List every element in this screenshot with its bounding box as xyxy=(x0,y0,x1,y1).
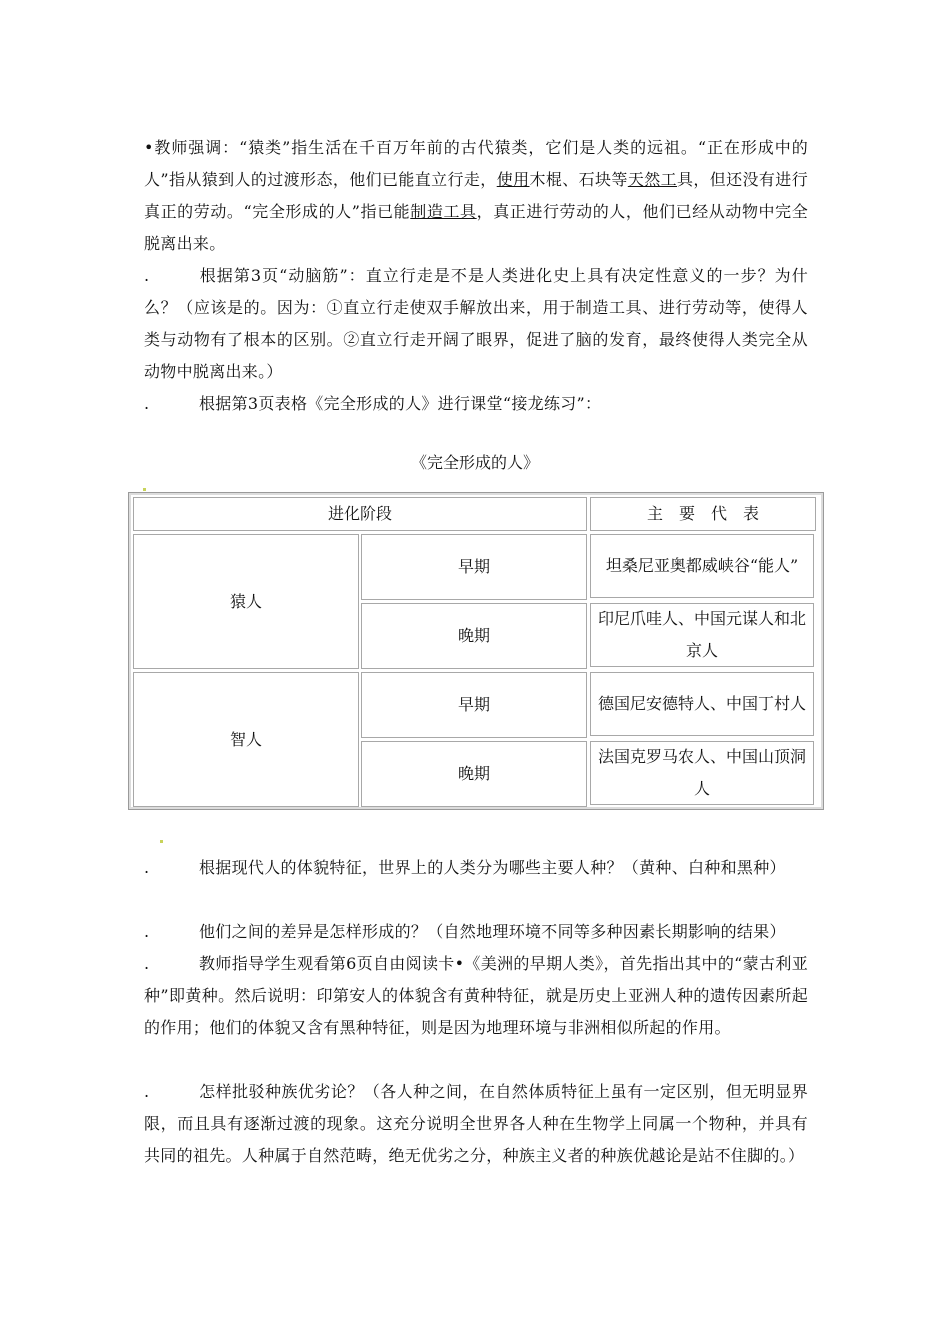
table-period-late: 晚期 xyxy=(361,603,587,669)
paragraph-differences xyxy=(144,916,808,948)
table-header-representatives: 主 要 代 表 xyxy=(590,497,816,531)
text-run: 木棍、石块等 xyxy=(529,170,628,189)
table-group-homo-sapiens: 智人 xyxy=(133,672,359,807)
formatting-marker xyxy=(160,840,163,843)
table-rep-cell: 德国尼安德特人、中国丁村人 xyxy=(590,672,814,736)
paragraph-text: 根据第3页“动脑筋”：直立行走是不是人类进化史上具有决定性意义的一步？为什么？（应该是的。因为：①直立行走使双手解放出来，用于制造工具、进行劳动等，使得人类与动物有了根本的区别。②直立行走开阔了眼界，促进了脑的发育，最终使得人类完全从动物中脱离出来。） xyxy=(144,266,808,381)
formatting-marker xyxy=(143,488,146,491)
bullet-marker: . xyxy=(144,954,150,973)
paragraph-teacher-emphasis xyxy=(144,132,808,260)
table-rep-cell: 法国克罗马农人、中国山顶洞人 xyxy=(590,741,814,805)
paragraph-reading-card xyxy=(144,948,808,1044)
bullet-marker: . xyxy=(144,922,150,941)
table-header-stage: 进化阶段 xyxy=(133,497,587,531)
evolution-table xyxy=(128,492,824,810)
paragraph-refute-racism xyxy=(144,1076,808,1172)
underlined-text: 使用 xyxy=(496,170,530,189)
underlined-text: 天然工 xyxy=(627,170,677,189)
paragraph-text: 教师指导学生观看第6页自由阅读卡•《美洲的早期人类》，首先指出其中的“蒙古利亚种”即黄种。然后说明：印第安人的体貌含有黄种特征，就是历史上亚洲人种的遗传因素所起的作用；他们的体貌又含有黑种特征，则是因为地理环境与非洲相似所起的作用。 xyxy=(144,954,808,1037)
paragraph-text: 根据现代人的体貌特征，世界上的人类分为哪些主要人种？（黄种、白种和黑种） xyxy=(199,858,786,877)
paragraph-think-question xyxy=(144,260,808,388)
bullet-marker: . xyxy=(144,858,150,877)
paragraph-text: 他们之间的差异是怎样形成的？（自然地理环境不同等多种因素长期影响的结果） xyxy=(199,922,786,941)
bullet-marker: . xyxy=(144,394,150,413)
bullet-marker: . xyxy=(144,1082,150,1101)
bullet-marker: . xyxy=(144,266,150,285)
underlined-text: 制造工具 xyxy=(410,202,477,221)
paragraph-races xyxy=(144,852,808,884)
table-group-ape-man: 猿人 xyxy=(133,534,359,669)
text-run: •教师强调：“猿类”指生活在千百万年前的古代猿类，它们是人类的远祖。“正在形成中的人”指从猿到人的过渡形态，他们已能直立行走， xyxy=(144,138,808,189)
text-run: ，真正进行劳动的人，他们已经从动物中完全脱离出来。 xyxy=(144,202,808,253)
table-rep-cell: 印尼爪哇人、中国元谋人和北京人 xyxy=(590,603,814,667)
paragraph-table-intro xyxy=(144,388,808,420)
table-title: 《完全形成的人》 xyxy=(410,453,539,472)
text-run: 具，但还没有进行真正的劳动。“完全形成的人”指已能 xyxy=(144,170,808,221)
table-rep-cell: 坦桑尼亚奥都威峡谷“能人” xyxy=(590,534,814,598)
table-period-early: 早期 xyxy=(361,534,587,600)
table-period-early: 早期 xyxy=(361,672,587,738)
paragraph-text: 根据第3页表格《完全形成的人》进行课堂“接龙练习”： xyxy=(199,394,602,413)
paragraph-text: 怎样批驳种族优劣论？（各人种之间，在自然体质特征上虽有一定区别，但无明显界限，而且具有逐渐过渡的现象。这充分说明全世界各人种在生物学上同属一个物种，并具有共同的祖先。人种属于自然范畴，绝无优劣之分，种族主义者的种族优越论是站不住脚的。） xyxy=(144,1082,808,1165)
table-period-late: 晚期 xyxy=(361,741,587,807)
